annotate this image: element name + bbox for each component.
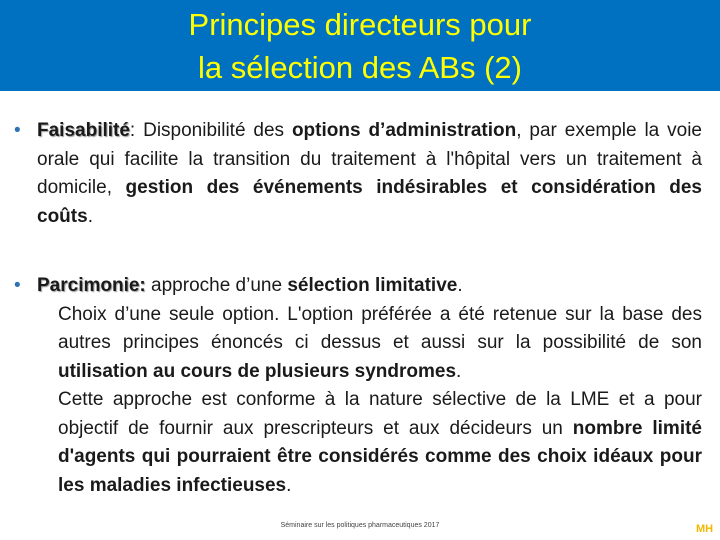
text-run: . [457, 275, 463, 296]
text-run: . [456, 360, 462, 382]
paragraph-choix [58, 301, 702, 387]
title-line-2: la sélection des ABs (2) [198, 50, 522, 85]
text-run: Cette approche est conforme à la nature sélective de la LME et a pour objectif de fournir aux prescripteurs et aux décideurs un [58, 389, 702, 439]
text-run: approche d’une [145, 275, 288, 296]
keyword: gestion des événements indésirables et considération des coûts [37, 177, 702, 227]
slide-title [0, 3, 720, 89]
bullet-text [14, 272, 702, 301]
footer-text: Séminaire sur les politiques pharmaceutiques 2017 [280, 522, 440, 529]
bullet-colon: : [129, 120, 136, 141]
text-run: Disponibilité des [135, 120, 292, 141]
title-line-1: Principes directeurs pour [188, 7, 532, 42]
text-run: . [87, 205, 93, 227]
keyword: options d’administration [291, 120, 517, 141]
title-bar [0, 0, 720, 91]
keyword: nombre limité d'agents qui pourraient être considérés comme des choix idéaux pour les maladies infectieuses [58, 417, 702, 496]
bullet-term: Faisabilité [37, 120, 130, 141]
bullet-term: Parcimonie: [37, 275, 146, 296]
text-run: , par exemple la voie orale qui facilite la transition du traitement à l'hôpital vers un traitement à domicile, [37, 120, 702, 198]
bullet-icon: • [14, 275, 21, 296]
keyword: sélection limitative [287, 275, 458, 296]
text-run: Choix d’une seule option. L'option préférée a été retenue sur la base des autres principes énoncés ci dessus et aussi sur la possibilité de son [58, 303, 702, 353]
text-run: . [286, 474, 292, 496]
paragraph-approche [58, 386, 702, 500]
bullet-faisabilite [14, 117, 702, 231]
keyword: utilisation au cours de plusieurs syndromes [58, 360, 457, 382]
bullet-parcimonie [14, 272, 702, 500]
bullet-icon: • [14, 120, 21, 141]
bullet-text [14, 117, 702, 231]
mh-logo: MH [696, 523, 714, 535]
